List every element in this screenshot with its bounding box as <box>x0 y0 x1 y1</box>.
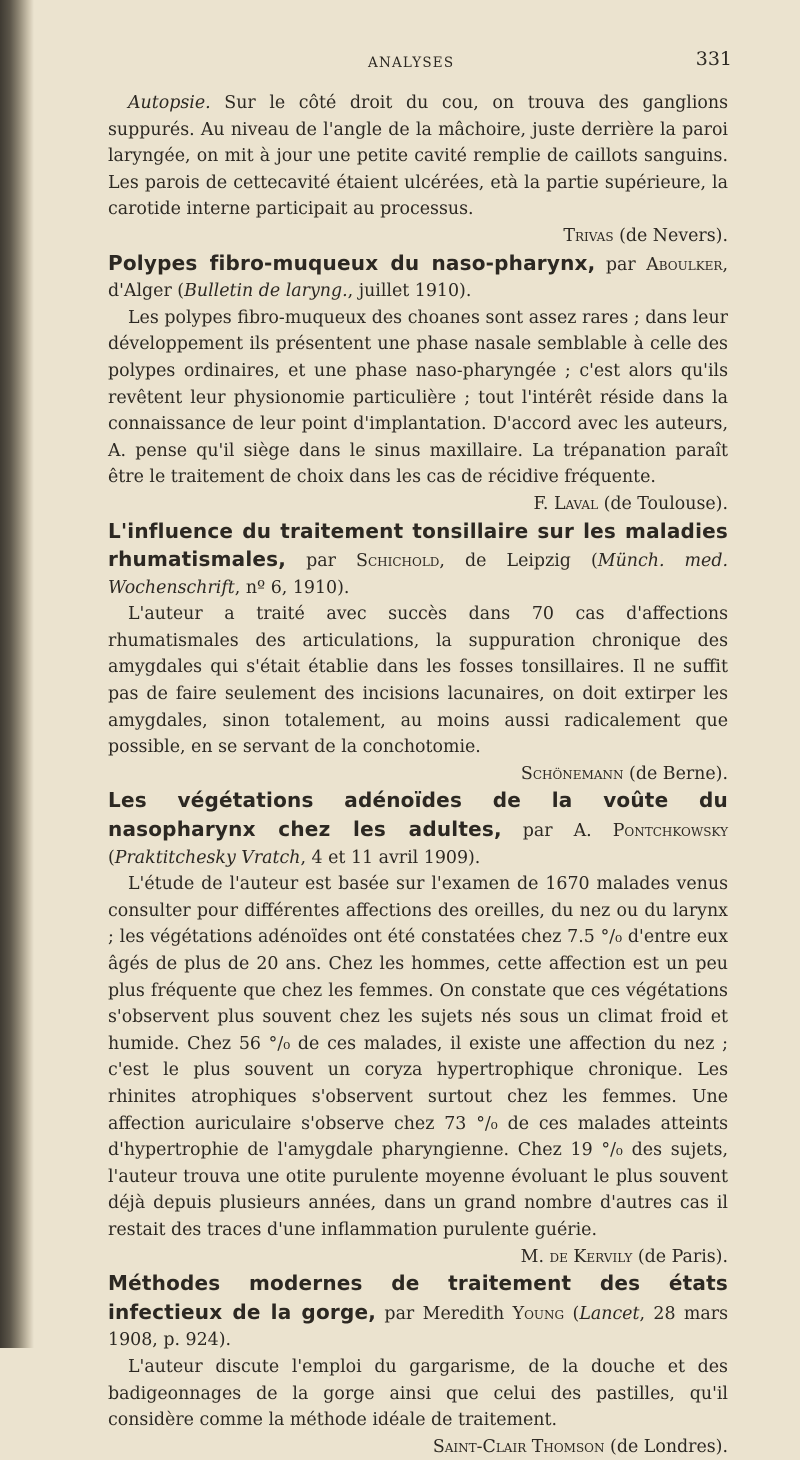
article-ref-post: , juillet 1910). <box>347 281 472 302</box>
article-ref-pre: ( <box>564 1303 580 1324</box>
article-title: L'influence du traitement tonsillaire sur les maladies rhumatismales, <box>108 518 728 572</box>
article-signature <box>108 761 728 788</box>
signature-name: M. de Kervily <box>520 1246 633 1267</box>
signature-name: F. Laval <box>533 493 599 514</box>
article-signature <box>108 491 728 518</box>
article-ref-post: , 4 et 11 avril 1909). <box>300 847 481 868</box>
signature-name: Saint-Clair Thomson <box>432 1436 605 1457</box>
article-ref-pre: , d'Alger ( <box>108 254 728 302</box>
article-author: Aboulker <box>646 254 723 275</box>
article-title: Les végétations adénoïdes de la voûte du nasopharynx chez les adultes, <box>108 788 728 842</box>
intro-paragraph <box>108 90 728 223</box>
article-heading <box>108 250 728 305</box>
article-author: Young <box>512 1303 565 1324</box>
signature-name: Trivas <box>563 225 614 246</box>
running-head <box>108 46 732 74</box>
article <box>108 518 728 788</box>
article-ref-journal: Bulletin de laryng. <box>184 281 348 302</box>
scan-binding-edge <box>0 0 34 1348</box>
article-par: par A. <box>501 821 613 842</box>
article-signature <box>108 1434 728 1460</box>
article-ref-journal: Praktitchesky Vratch <box>114 847 301 868</box>
running-title: ANALYSES <box>368 55 455 71</box>
article-body: L'auteur a traité avec succès dans 70 cas d'affections rhumatismales des articulations, la suppuration chronique des amygdales qui s'était établie dans les fosses tonsillaires. Il ne suffit pas de faire seulement des incisions lacunaires, on doit extirper les amygdales, sinon totalement, au moins aussi radicalement que possible, en se servant de la conchotomie. <box>108 604 728 758</box>
article-ref-post: , 28 mars 1908, p. 924). <box>108 1303 728 1351</box>
article-heading <box>108 518 728 602</box>
article-body: Les polypes fibro-muqueux des choanes sont assez rares ; dans leur développement ils présentent une phase nasale semblable à celle des polypes ordinaires, et une phase naso-pharyngée ; c'est alors qu'ils revêtent leur physionomie particulière ; tout l'intérêt réside dans la connaissance de leur point d'implantation. D'accord avec les auteurs, A. pense qu'il siège dans le sinus maxillaire. La trépanation paraît être le traitement de choix dans les cas de récidive fréquente. <box>108 307 728 488</box>
article-ref-pre: ( <box>108 847 115 868</box>
signature-place: (de Paris). <box>632 1246 728 1267</box>
article-par: par <box>595 254 647 275</box>
article-ref-journal: Lancet <box>579 1303 640 1324</box>
intro-text: Sur le côté droit du cou, on trouva des ganglions suppurés. Au niveau de l'angle de la mâchoire, juste derrière la paroi laryngée, on mit à jour une petite cavité remplie de caillots sanguins. Les parois de cettecavité étaient ulcérées, età la partie supérieure, la carotide interne participait au processus. <box>108 93 728 220</box>
page-content <box>108 90 728 1460</box>
article-author: Schichold <box>356 551 440 572</box>
page-number: 331 <box>695 48 732 70</box>
intro-lead: Autopsie. <box>128 93 211 113</box>
signature-place: (de Toulouse). <box>598 493 728 514</box>
article-par: par Meredith <box>376 1303 513 1324</box>
signature-name: Schönemann <box>520 763 624 784</box>
article-par: par <box>286 551 357 572</box>
article-signature <box>108 1244 728 1271</box>
article <box>108 250 728 518</box>
article-body: L'auteur discute l'emploi du gargarisme, de la douche et des badigeonnages de la gorge ainsi que celui des pastilles, qu'il considère comme la méthode idéale de traitement. <box>108 1356 728 1431</box>
article-author: Pontchkowsky <box>612 821 728 842</box>
article-ref-pre: , de Leipzig ( <box>439 551 598 572</box>
article-ref-post: , nº 6, 1910). <box>234 577 350 598</box>
article-heading <box>108 787 728 871</box>
signature-place: (de Berne). <box>623 763 728 784</box>
article <box>108 1270 728 1460</box>
article-heading <box>108 1270 728 1354</box>
signature-place: (de Londres). <box>604 1436 728 1457</box>
signature-place: (de Nevers). <box>613 225 728 246</box>
article <box>108 787 728 1270</box>
article-title: Polypes fibro-muqueux du naso-pharynx, <box>108 250 596 275</box>
intro-signature <box>108 223 728 250</box>
article-body: L'étude de l'auteur est basée sur l'examen de 1670 malades venus consulter pour différentes affections des oreilles, du nez ou du larynx ; les végétations adénoïdes ont été constatées chez 7.5 °/₀ d'entre eux âgés de plus de 20 ans. Chez les hommes, cette affection est un peu plus fréquente que chez les femmes. On constate que ces végétations s'observent plus souvent chez les sujets nés sous un climat froid et humide. Chez 56 °/₀ de ces malades, il existe une affection du nez ; c'est le plus souvent un coryza hypertrophique chronique. Les rhinites atrophiques s'observent surtout chez les femmes. Une affection auriculaire s'observe chez 73 °/₀ de ces malades atteints d'hypertrophie de l'amygdale pharyngienne. Chez 19 °/₀ des sujets, l'auteur trouva une otite purulente moyenne évoluant le plus souvent déjà depuis plusieurs années, dans un grand nombre d'autres cas il restait des traces d'une inflammation purulente guérie. <box>108 874 728 1240</box>
article-ref-journal: Münch. med. Wochenschrift <box>108 551 728 598</box>
article-title: Méthodes modernes de traitement des états infectieux de la gorge, <box>108 1271 728 1324</box>
